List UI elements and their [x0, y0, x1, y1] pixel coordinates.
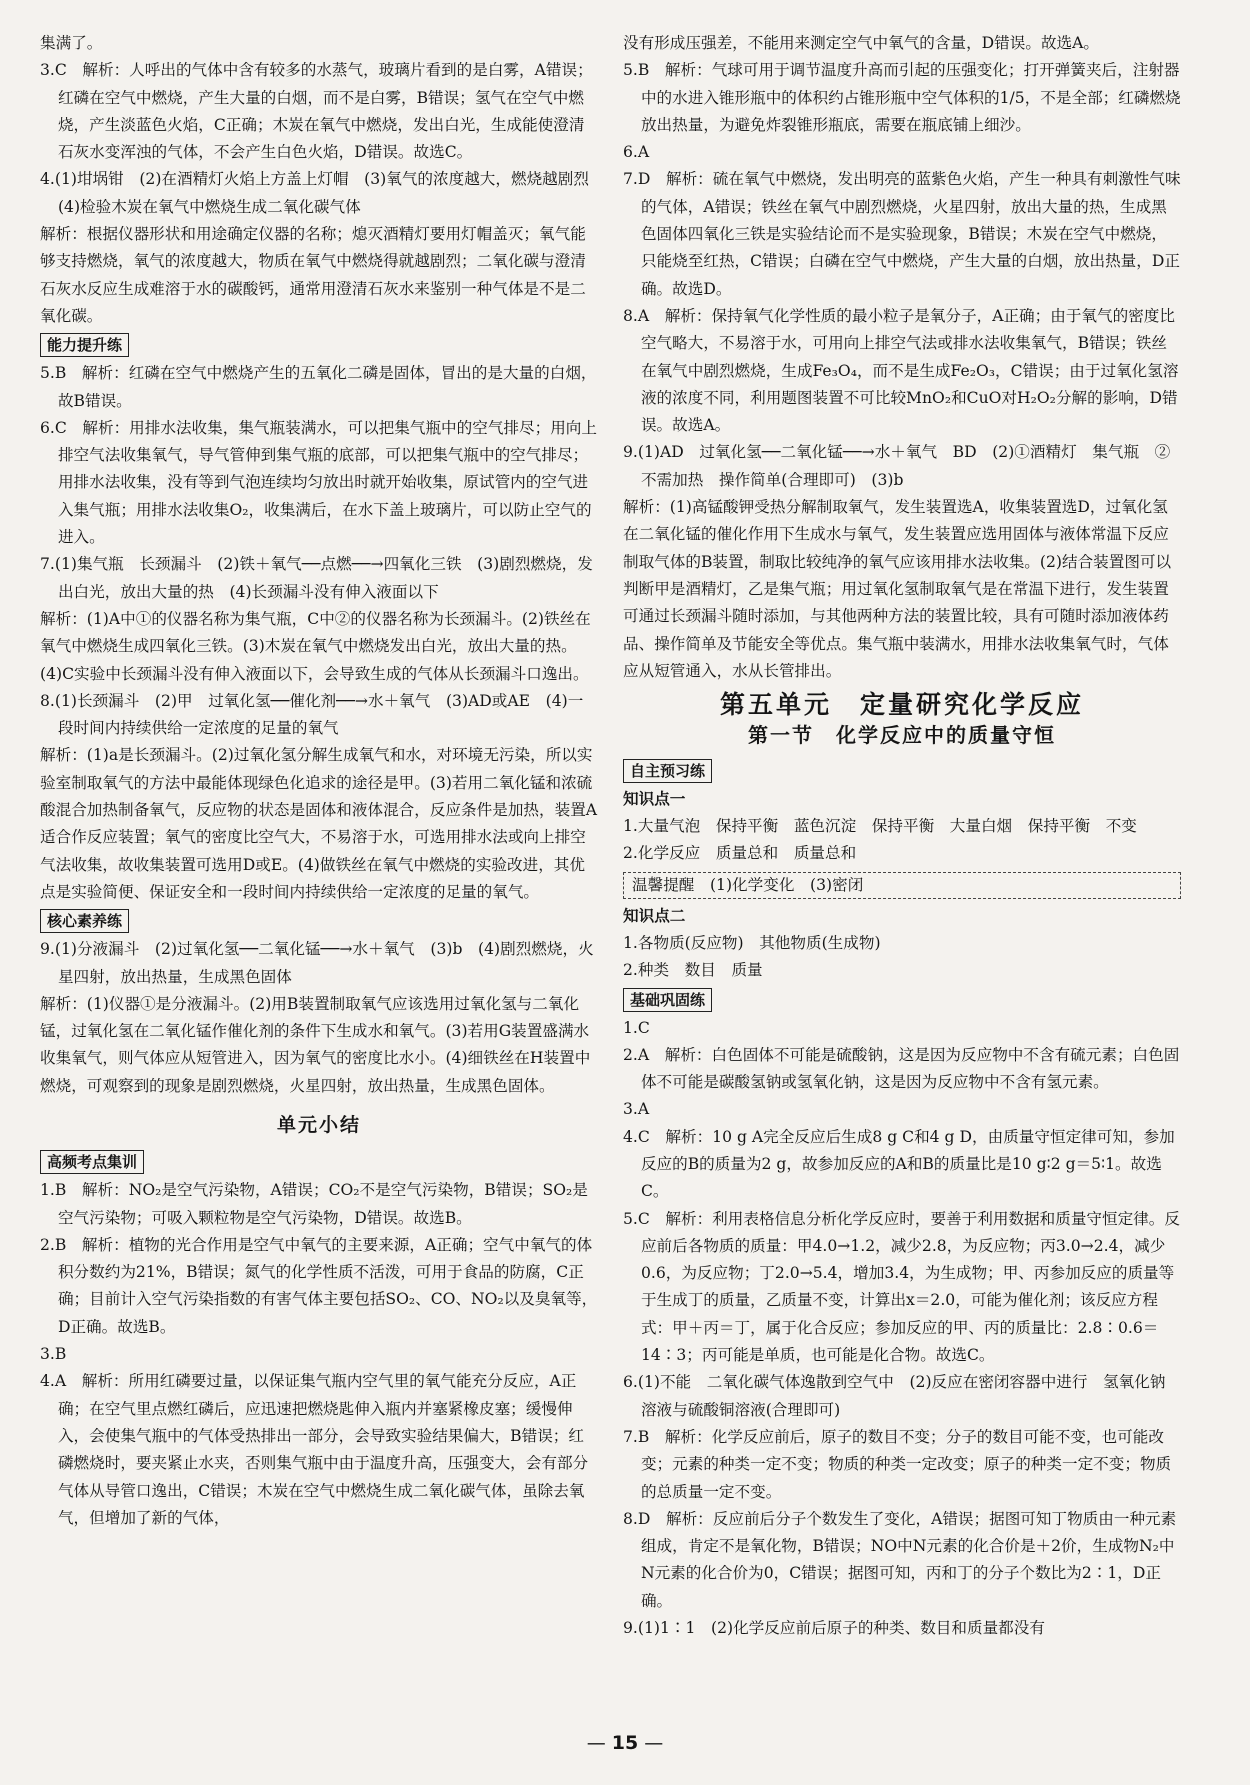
unit-summary-heading: 单元小结 [276, 1113, 361, 1136]
summary-answer-2: 2.B 解析：植物的光合作用是空气中氧气的主要来源，A正确；空气中氧气的体积分数约为21%，B错误；氮气的化学性质不活泼，可用于食品的防腐，C正确；目前计入空气污染指数的有害气体主要包括SO₂、CO、NO₂以及臭氧等，D正确。故选B。 [40, 1235, 598, 1336]
basic-answer-1: 1.C [623, 1018, 650, 1037]
section-title: 第一节 化学反应中的质量守恒 [748, 723, 1056, 748]
basic-answer-6: 6.(1)不能 二氧化碳气体逸散到空气中 (2)反应在密闭容器中进行 氢氧化钠溶液与硫酸铜溶液(合理即可) [623, 1373, 1166, 1419]
basic-answer-2: 2.A 解析：白色固体不可能是硫酸钠，这是因为反应物中不含有硫元素；白色固体不可能是碳酸氢钠或氢氧化钠，这是因为反应物中不含有氢元素。 [623, 1045, 1180, 1092]
unit-title: 第五单元 定量研究化学反应 [719, 690, 1084, 720]
answer-6: 6.C 解析：用排水法收集，集气瓶装满水，可以把集气瓶中的空气排尽；用向上排空气法收集氧气，导气管伸到集气瓶的底部，可以把集气瓶中的空气排尽；用排水法收集，没有等到气泡连续均匀放出时就开始收集，原试管内的空气进入集气瓶；用排水法收集O₂，收集满后，在水下盖上玻璃片，可以防止空气的进入。 [40, 418, 597, 547]
answer-9: 9.(1)分液漏斗 (2)过氧化氢──二氧化锰──→水＋氧气 (3)b (4)剧烈燃烧，火星四射，放出热量，生成黑色固体 [40, 940, 594, 986]
basic-answer-9: 9.(1)1∶1 (2)化学反应前后原子的种类、数目和质量都没有 [623, 1619, 1045, 1638]
answer-5: 5.B 解析：红磷在空气中燃烧产生的五氧化二磷是固体，冒出的是大量的白烟，故B错误。 [40, 364, 597, 410]
kp1-item-1: 1.大量气泡 保持平衡 蓝色沉淀 保持平衡 大量白烟 保持平衡 不变 [623, 817, 1137, 836]
summary-answer-1: 1.B 解析：NO₂是空气污染物，A错误；CO₂不是空气污染物，B错误；SO₂是空气污染物；可吸入颗粒物是空气污染物，D错误。故选B。 [40, 1181, 588, 1227]
summary-answer-3: 3.B [40, 1345, 67, 1364]
section-box-ability: 能力提升练 [40, 333, 129, 357]
section-box-basic: 基础巩固练 [623, 988, 712, 1012]
kp2-item-2: 2.种类 数目 质量 [623, 961, 763, 980]
answer-7: 7.(1)集气瓶 长颈漏斗 (2)铁＋氧气──点燃──→四氧化三铁 (3)剧烈燃烧，发出白光，放出大量的热 (4)长颈漏斗没有伸入液面以下 [40, 555, 593, 601]
paragraph: 集满了。 [40, 34, 103, 52]
analysis-8: 解析：(1)a是长颈漏斗。(2)过氧化氢分解生成氧气和水，对环境无污染，所以实验室制取氧气的方法中最能体现绿色化追求的途径是甲。(3)若用二氧化锰和浓硫酸混合加热制备氧气，反应物的状态是固体和液体混合，反应条件是加热，装置A适合作反应装置；氧气的密度比空气大，不易溶于水，可选用排水法或向上排空气法收集，故收集装置可选用D或E。(4)做铁丝在氧气中燃烧的实验改进，其优点是实验简便、保证安全和一段时间内持续供给一定浓度的足量的氧气。 [40, 746, 598, 901]
answer-6: 6.A [623, 143, 650, 162]
kp2-item-1: 1.各物质(反应物) 其他物质(生成物) [623, 933, 881, 952]
section-box-highfreq: 高频考点集训 [40, 1150, 144, 1174]
basic-answer-7: 7.B 解析：化学反应前后，原子的数目不变；分子的数目可能不变，也可能改变；元素的种类一定不变；物质的种类一定改变；原子的种类一定不变；物质的总质量一定不变。 [623, 1427, 1172, 1501]
paragraph: 没有形成压强差，不能用来测定空气中氧气的含量，D错误。故选A。 [623, 34, 1099, 52]
knowledge-point-1: 知识点一 [623, 789, 686, 808]
answer-8: 8.A 解析：保持氧气化学性质的最小粒子是氧分子，A正确；由于氧气的密度比空气略大，不易溶于水，可用向上排空气法或排水法收集氧气，B错误；铁丝在氧气中剧烈燃烧，生成Fe₃O₄，而不是生成Fe₂O₃，C错误；由于过氧化氢溶液的浓度不同，利用题图装置不可比较MnO₂和CuO对H₂O₂分解的影响，D错误。故选A。 [623, 306, 1179, 435]
analysis-7: 解析：(1)A中①的仪器名称为集气瓶，C中②的仪器名称为长颈漏斗。(2)铁丝在氧气中燃烧生成四氧化三铁。(3)木炭在氧气中燃烧发出白光，放出大量的热。(4)C实验中长颈漏斗没有伸入液面以下，会导致生成的气体从长颈漏斗口逸出。 [40, 609, 591, 683]
knowledge-point-2: 知识点二 [623, 906, 686, 925]
basic-answer-4: 4.C 解析：10 g A完全反应后生成8 g C和4 g D，由质量守恒定律可知，参加反应的B的质量为2 g，故参加反应的A和B的质量比是10 g∶2 g＝5∶1。故选C。 [623, 1127, 1175, 1201]
page-number: — 15 — [0, 1732, 1250, 1754]
left-column [40, 30, 605, 1750]
right-column [623, 30, 1181, 1750]
basic-answer-3: 3.A [623, 1100, 650, 1119]
tip-box: 温馨提醒 (1)化学变化 (3)密闭 [623, 872, 1181, 899]
basic-answer-5: 5.C 解析：利用表格信息分析化学反应时，要善于利用数据和质量守恒定律。反应前后各物质的质量：甲4.0→1.2，减少2.8，为反应物；丙3.0→2.4，减少0.6，为反应物；丁2.0→5.4，增加3.4，为生成物；甲、丙参加反应的质量等于生成丁的质量，乙质量不变，计算出x＝2.0，可能为催化剂；该反应方程式：甲＋丙＝丁，属于化合反应；参加反应的甲、丙的质量比：2.8∶0.6＝14∶3；丙可能是单质，也可能是化合物。故选C。 [623, 1209, 1180, 1365]
answer-5: 5.B 解析：气球可用于调节温度升高而引起的压强变化；打开弹簧夹后，注射器中的水进入锥形瓶中的体积约占锥形瓶中空气体积的1/5，不是全部；红磷燃烧放出热量，为避免炸裂锥形瓶底，需要在瓶底铺上细沙。 [623, 61, 1181, 134]
analysis-9: 解析：(1)高锰酸钾受热分解制取氧气，发生装置选A，收集装置选D，过氧化氢在二氧化锰的催化作用下生成水与氧气，发生装置应选用固体与液体常温下反应制取气体的B装置，制取比较纯净的氧气应该用排水法收集。(2)结合装置图可以判断甲是酒精灯，乙是集气瓶；用过氧化氢制取氧气是在常温下进行，发生装置可通过长颈漏斗随时添加，与其他两种方法的装置比较，具有可随时添加液体药品、操作简单及节能安全等优点。集气瓶中装满水，用排水法收集氧气时，气体应从短管通入，水从长管排出。 [623, 498, 1172, 680]
answer-8: 8.(1)长颈漏斗 (2)甲 过氧化氢──催化剂──→水＋氧气 (3)AD或AE (4)一段时间内持续供给一定浓度的足量的氧气 [40, 691, 584, 738]
summary-answer-4: 4.A 解析：所用红磷要过量，以保证集气瓶内空气里的氧气能充分反应，A正确；在空气里点燃红磷后，应迅速把燃烧匙伸入瓶内并塞紧橡皮塞；缓慢伸入，会使集气瓶中的气体受热排出一部分，会导致实验结果偏大，B错误；红磷燃烧时，要夹紧止水夹，否则集气瓶中由于温度升高，压强变大，会有部分气体从导管口逸出，C错误；木炭在空气中燃烧生成二氧化碳气体，虽除去氧气，但增加了新的气体， [40, 1372, 589, 1527]
kp1-item-2: 2.化学反应 质量总和 质量总和 [623, 844, 857, 863]
answer-3: 3.C 解析：人呼出的气体中含有较多的水蒸气，玻璃片看到的是白雾，A错误；红磷在空气中燃烧，产生大量的白烟，而不是白雾，B错误；氢气在空气中燃烧，产生淡蓝色火焰，C正确；木炭在氧气中燃烧，发出白光，生成能使澄清石灰水变浑浊的气体，不会产生白色火焰，D错误。故选C。 [40, 61, 593, 162]
answer-7: 7.D 解析：硫在氧气中燃烧，发出明亮的蓝紫色火焰，产生一种具有刺激性气味的气体，A错误；铁丝在氧气中剧烈燃烧，火星四射，放出大量的热，生成黑色固体四氧化三铁是实验结论而不是实验现象，B错误；木炭在空气中燃烧，只能烧至红热，C错误；白磷在空气中燃烧，产生大量的白烟，放出热量，D正确。故选D。 [623, 170, 1181, 298]
section-box-preview: 自主预习练 [623, 759, 712, 783]
section-box-core: 核心素养练 [40, 909, 129, 933]
analysis-9: 解析：(1)仪器①是分液漏斗。(2)用B装置制取氧气应该选用过氧化氢与二氧化锰，过氧化氢在二氧化锰作催化剂的条件下生成水和氧气。(3)若用G装置盛满水收集氧气，则气体应从短管进入，因为氧气的密度比水小。(4)细铁丝在H装置中燃烧，可观察到的现象是剧烈燃烧，火星四射，放出热量，生成黑色固体。 [40, 994, 591, 1095]
answer-9: 9.(1)AD 过氧化氢──二氧化锰──→水＋氧气 BD (2)①酒精灯 集气瓶 ②不需加热 操作简单(合理即可) (3)b [623, 443, 1171, 489]
basic-answer-8: 8.D 解析：反应前后分子个数发生了变化，A错误；据图可知丁物质由一种元素组成，肯定不是氧化物，B错误；NO中N元素的化合价是＋2价，生成物N₂中N元素的化合价为0，C错误；据图可知，丙和丁的分子个数比为2∶1，D正确。 [623, 1509, 1177, 1610]
answer-4: 4.(1)坩埚钳 (2)在酒精灯火焰上方盖上灯帽 (3)氧气的浓度越大，燃烧越剧烈 (4)检验木炭在氧气中燃烧生成二氧化碳气体 [40, 170, 605, 216]
analysis-4: 解析：根据仪器形状和用途确定仪器的名称；熄灭酒精灯要用灯帽盖灭；氧气能够支持燃烧，氧气的浓度越大，物质在氧气中燃烧得就越剧烈；二氧化碳与澄清石灰水反应生成难溶于水的碳酸钙，通常用澄清石灰水来鉴别一种气体是不是二氧化碳。 [40, 225, 586, 325]
